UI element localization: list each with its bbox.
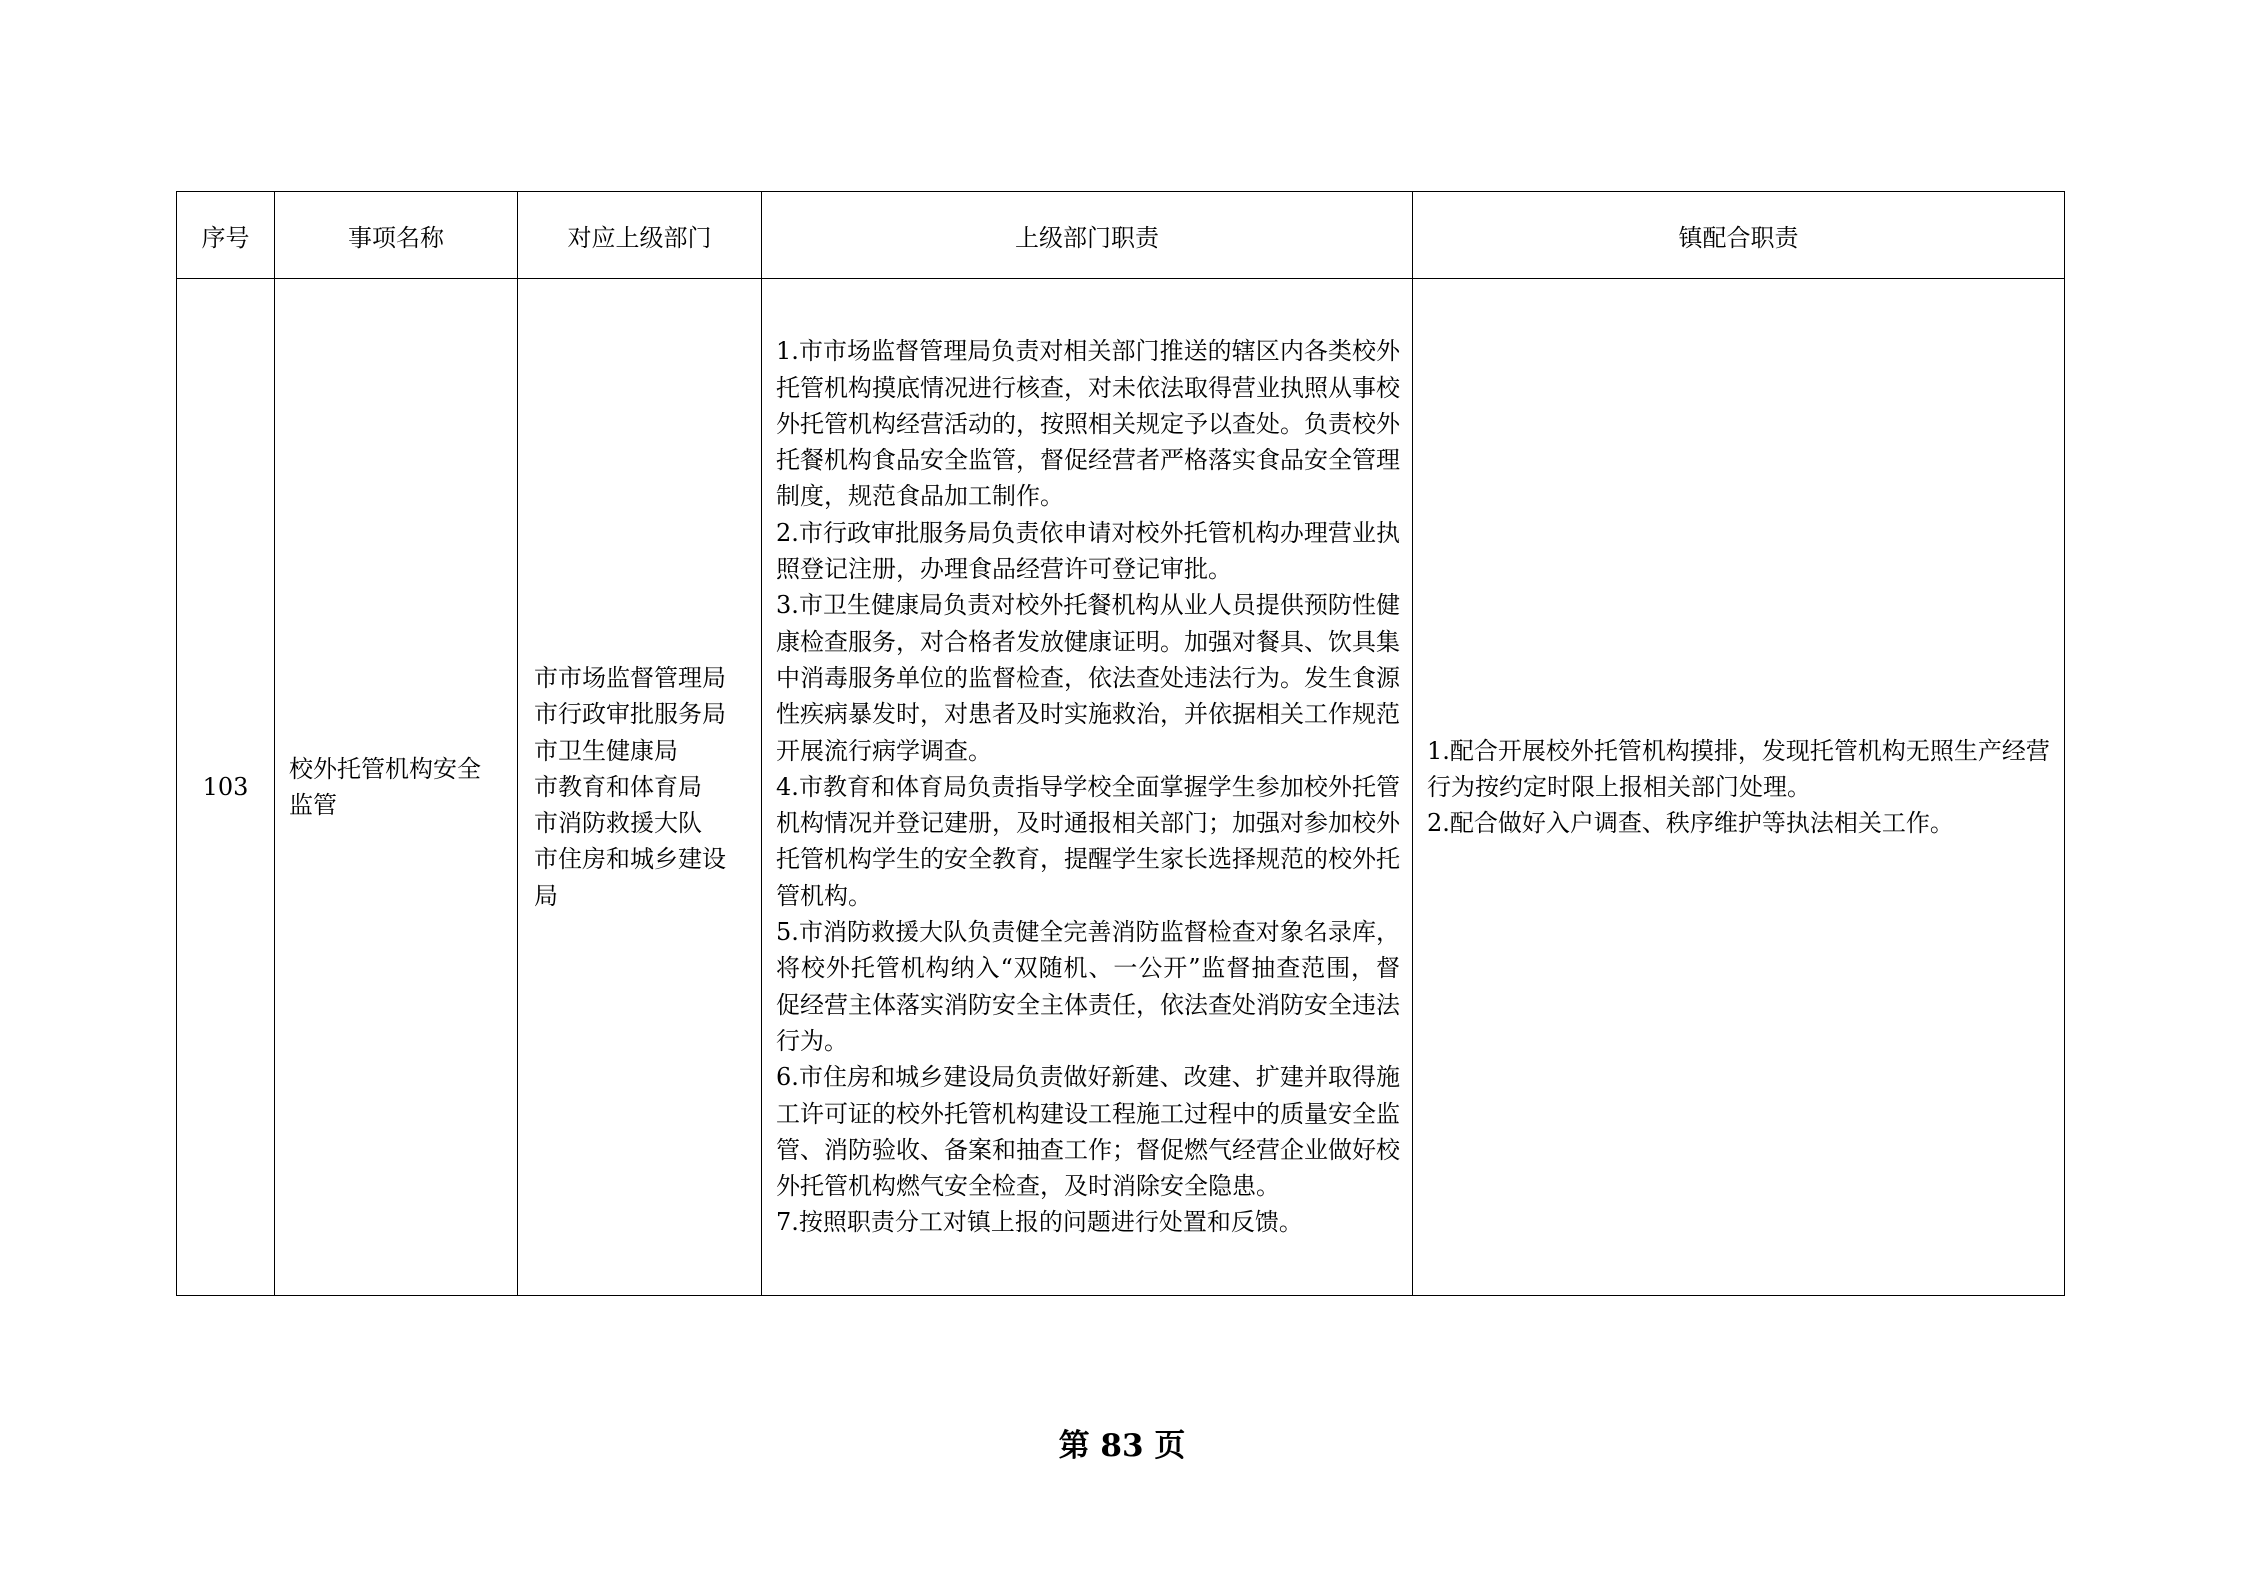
superior-duty-item: 4.市教育和体育局负责指导学校全面掌握学生参加校外托管机构情况并登记建册，及时通报相关部门；加强对参加校外托管机构学生的安全教育，提醒学生家长选择规范的校外托管机构。 xyxy=(776,772,1400,910)
row-departments xyxy=(518,279,762,1296)
department-item: 市消防救援大队 xyxy=(534,809,702,838)
superior-duty-item: 7.按照职责分工对镇上报的问题进行处置和反馈。 xyxy=(776,1208,1303,1237)
superior-duty-item: 3.市卫生健康局负责对校外托餐机构从业人员提供预防性健康检查服务，对合格者发放健康证明。加强对餐具、饮具集中消毒服务单位的监督检查，依法查处违法行为。发生食源性疾病暴发时，对患者及时实施救治，并依据相关工作规范开展流行病学调查。 xyxy=(776,591,1400,765)
row-number: 103 xyxy=(177,279,275,1296)
department-item: 市住房和城乡建设局 xyxy=(534,845,726,910)
superior-duty-item: 6.市住房和城乡建设局负责做好新建、改建、扩建并取得施工许可证的校外托管机构建设工程施工过程中的质量安全监管、消防验收、备案和抽查工作；督促燃气经营企业做好校外托管机构燃气安全检查，及时消除安全隐患。 xyxy=(776,1063,1400,1201)
header-item-name: 事项名称 xyxy=(275,192,518,279)
superior-duty-item: 5.市消防救援大队负责健全完善消防监督检查对象名录库，将校外托管机构纳入“双随机、一公开”监督抽查范围，督促经营主体落实消防安全主体责任，依法查处消防安全违法行为。 xyxy=(776,918,1400,1055)
header-town-duties: 镇配合职责 xyxy=(1413,192,2065,279)
header-row xyxy=(177,192,2065,279)
department-item: 市教育和体育局 xyxy=(534,772,702,801)
superior-duty-item: 2.市行政审批服务局负责依申请对校外托管机构办理营业执照登记注册，办理食品经营许可登记审批。 xyxy=(776,518,1400,584)
department-item: 市行政审批服务局 xyxy=(534,700,726,729)
duty-table xyxy=(176,191,2065,1296)
department-item: 市市场监督管理局 xyxy=(534,663,726,692)
row-town-duties xyxy=(1413,279,2065,1296)
header-superior-duties: 上级部门职责 xyxy=(762,192,1413,279)
row-superior-duties xyxy=(762,279,1413,1296)
superior-duty-item: 1.市市场监督管理局负责对相关部门推送的辖区内各类校外托管机构摸底情况进行核查，对未依法取得营业执照从事校外托管机构经营活动的，按照相关规定予以查处。负责校外托餐机构食品安全监管，督促经营者严格落实食品安全管理制度，规范食品加工制作。 xyxy=(776,337,1400,511)
town-duty-item: 2.配合做好入户调查、秩序维护等执法相关工作。 xyxy=(1427,809,1954,838)
department-item: 市卫生健康局 xyxy=(534,736,678,765)
town-duty-item: 1.配合开展校外托管机构摸排，发现托管机构无照生产经营行为按约定时限上报相关部门处理。 xyxy=(1427,736,2050,801)
table-row xyxy=(177,279,2065,1296)
header-department: 对应上级部门 xyxy=(518,192,762,279)
header-number: 序号 xyxy=(177,192,275,279)
row-item-name: 校外托管机构安全监管 xyxy=(275,279,518,1296)
page-number: 第 83 页 xyxy=(1058,1428,1186,1464)
